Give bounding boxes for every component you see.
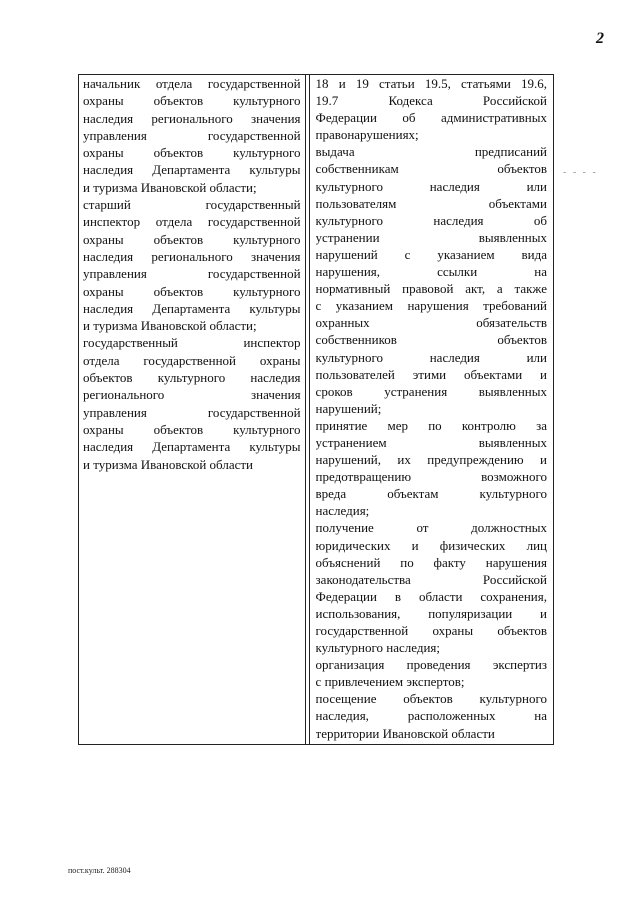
right-column-line: собственников объектов xyxy=(315,332,547,348)
left-column-line: старший государственный xyxy=(83,197,301,213)
right-column-line: нарушения, ссылки на xyxy=(315,264,547,280)
right-column-line: посещение объектов культурного xyxy=(315,691,547,707)
left-column-line: охраны объектов культурного xyxy=(83,231,301,247)
right-column-line: нарушений с указанием вида xyxy=(315,246,547,262)
left-column xyxy=(79,75,306,744)
right-column-line: предотвращению возможного xyxy=(315,469,547,485)
right-column-line: устранением выявленных xyxy=(315,434,547,450)
left-column-line: охраны объектов культурного xyxy=(83,421,301,437)
left-column-line: отдела государственной охраны xyxy=(83,352,301,368)
right-column xyxy=(309,75,553,744)
right-column-line: культурного наследия или xyxy=(315,349,547,365)
right-column-line: нарушений; xyxy=(315,400,382,416)
left-column-line: управления государственной xyxy=(83,266,301,282)
right-column-line: наследия; xyxy=(315,503,370,519)
right-column-line: принятие мер по контролю за xyxy=(315,417,547,433)
right-column-line: культурного наследия об xyxy=(315,212,547,228)
right-column-line: выдача предписаний xyxy=(315,144,547,160)
left-column-line: охраны объектов культурного xyxy=(83,93,301,109)
left-column-line: наследия регионального значения xyxy=(83,110,301,126)
right-column-line: охранных обязательств xyxy=(315,315,547,331)
right-column-line: правонарушениях; xyxy=(315,127,419,143)
right-column-line: культурного наследия; xyxy=(315,640,440,656)
right-column-line: юридических и физических лиц xyxy=(315,537,547,553)
right-column-line: Федерации об административных xyxy=(315,110,547,126)
left-column-line: охраны объектов культурного xyxy=(83,145,301,161)
right-column-line: 19.7 Кодекса Российской xyxy=(315,93,547,109)
right-column-line: вреда объектам культурного xyxy=(315,486,547,502)
left-column-line: наследия Департамента культуры xyxy=(83,162,301,178)
right-column-line: нарушений, их предупреждению и xyxy=(315,452,547,468)
page-number: 2 xyxy=(596,30,604,47)
right-column-line: пользователей этими объектами и xyxy=(315,366,547,382)
right-column-line: собственникам объектов xyxy=(315,161,547,177)
right-column-line: культурного наследия или xyxy=(315,178,547,194)
right-column-line: Федерации в области сохранения, xyxy=(315,588,547,604)
right-column-line: использования, популяризации и xyxy=(315,605,547,621)
left-column-line: и туризма Ивановской области xyxy=(83,456,254,472)
document-table xyxy=(78,74,554,745)
left-column-line: управления государственной xyxy=(83,127,301,143)
margin-dashes: - - - - xyxy=(563,167,598,178)
right-column-line: устранении выявленных xyxy=(315,229,547,245)
left-column-line: объектов культурного наследия xyxy=(83,370,301,386)
left-column-line: и туризма Ивановской области; xyxy=(83,318,257,334)
right-column-line: наследия, расположенных на xyxy=(315,708,547,724)
left-column-line: наследия Департамента культуры xyxy=(83,300,301,316)
right-column-line: пользователям объектами xyxy=(315,195,547,211)
right-column-line: нормативный правовой акт, а также xyxy=(315,281,547,297)
right-column-line: получение от должностных xyxy=(315,520,547,536)
footer-code: пост.культ. 288304 xyxy=(68,866,131,875)
left-column-line: наследия регионального значения xyxy=(83,248,301,264)
right-column-line: объяснений по факту нарушения xyxy=(315,554,547,570)
left-column-line: регионального значения xyxy=(83,387,301,403)
left-column-line: охраны объектов культурного xyxy=(83,283,301,299)
right-column-line: законодательства Российской xyxy=(315,571,547,587)
right-column-line: территории Ивановской области xyxy=(315,725,495,741)
right-column-line: с указанием нарушения требований xyxy=(315,298,547,314)
left-column-line: управления государственной xyxy=(83,404,301,420)
right-column-line: организация проведения экспертиз xyxy=(315,657,547,673)
right-column-line: 18 и 19 статьи 19.5, статьями 19.6, xyxy=(315,76,547,91)
left-column-line: государственный инспектор xyxy=(83,335,301,351)
right-column-line: сроков устранения выявленных xyxy=(315,383,547,399)
left-column-line: инспектор отдела государственной xyxy=(83,214,301,230)
right-column-line: с привлечением экспертов; xyxy=(315,674,465,690)
left-column-line: и туризма Ивановской области; xyxy=(83,179,257,195)
right-column-line: государственной охраны объектов xyxy=(315,623,547,638)
left-column-line: начальник отдела государственной xyxy=(83,76,301,91)
left-column-line: наследия Департамента культуры xyxy=(83,439,301,455)
